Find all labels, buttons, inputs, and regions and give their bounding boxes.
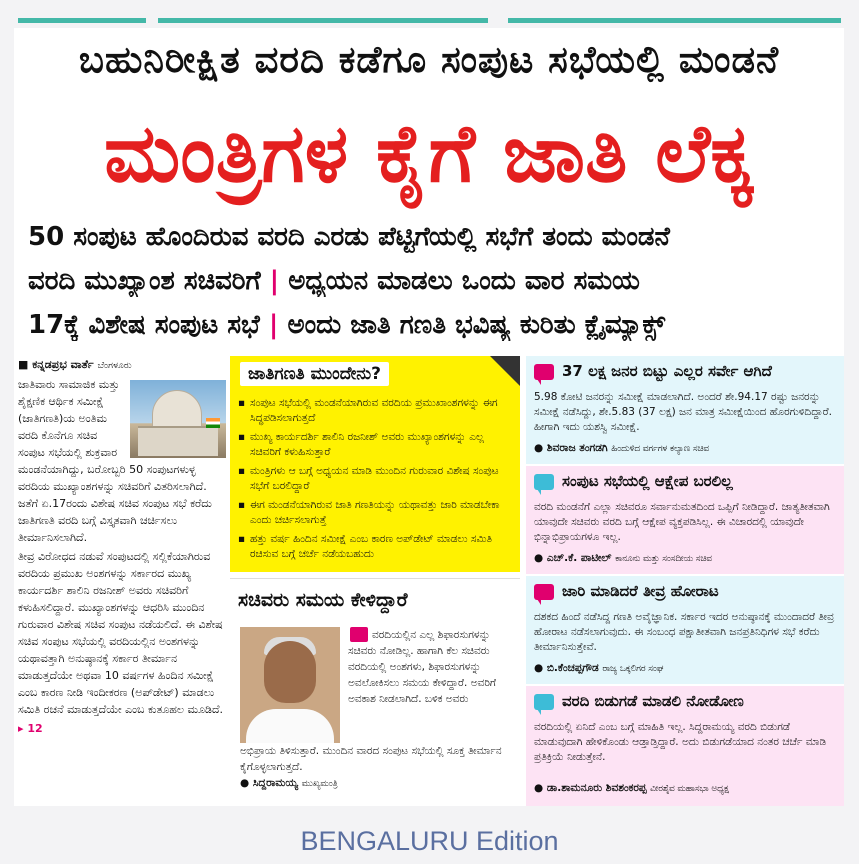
- deck-text: 50 ಸಂಪುಟ ಹೊಂದಿರುವ ವರದಿ ಎರಡು ಪೆಟ್ಟಿಗೆಯಲ್ಲಿ ಸಭೆಗೆ ತಂದು ಮಂಡನೆ: [28, 222, 670, 252]
- quote-title: ಜಾರಿ ಮಾಡಿದರೆ ತೀವ್ರ ಹೋರಾಟ: [562, 582, 719, 600]
- speech-bubble-icon: [534, 364, 554, 380]
- deck-text: 17ಕ್ಕೆ ವಿಶೇಷ ಸಂಪುಟ ಸಭೆ: [28, 310, 260, 340]
- quote-attribution: ● ಎಚ್.ಕೆ. ಪಾಟೀಲ್ ಕಾನೂನು ಮತ್ತು ಸಂಸದೀಯ ಸಚಿವ: [534, 552, 712, 564]
- quote-title: ಸಂಪುಟ ಸಭೆಯಲ್ಲಿ ಆಕ್ಷೇಪ ಬರಲಿಲ್ಲ: [562, 472, 733, 490]
- factbox-title: ಜಾತಿಗಣತಿ ಮುಂದೇನು?: [240, 362, 389, 386]
- cm-quote-text: ವರದಿಯಲ್ಲಿನ ಎಲ್ಲ ಶಿಫಾರಸುಗಳನ್ನು ಸಚಿವರು ನೋಡಿಲ್ಲ. ಹಾಗಾಗಿ ಕೆಲ ಸಚಿವರು ವರದಿಯಲ್ಲಿ ಅಂಶಗಳು, ಶಿಫಾರಸುಗಳನ್ನು ಅವಲೋಕಿಸಲು ಸಮಯ ಕೇಳಿದ್ದಾರೆ. ಅವರಿಗೆ ಅವಕಾಶ ನೀಡಲಾಗಿದೆ. ಬಳಿಕ ಅವರು: [348, 629, 497, 705]
- quote-text: 5.98 ಕೋಟಿ ಜನರನ್ನು ಸಮೀಕ್ಷೆ ಮಾಡಲಾಗಿದೆ. ಅಂದರೆ ಶೇ.94.17 ರಷ್ಟು ಜನರನ್ನು ಸಮೀಕ್ಷೆ ನಡೆಸಿದ್ದು, ಶೇ.5.83 (37 ಲಕ್ಷ) ಜನ ಮಾತ್ರ ಸಮೀಕ್ಷೆಯಿಂದ ಹೊರಗುಳಿದಿದ್ದಾರೆ. ಹೀಗಾಗಿ ಇದು ಯಶಸ್ವಿ ಸಮೀಕ್ಷೆ.: [534, 391, 832, 433]
- edition-label: BENGALURU Edition: [300, 826, 559, 856]
- quote-text: ವರದಿ ಮಂಡನೆಗೆ ಎಲ್ಲಾ ಸಚಿವರೂ ಸರ್ವಾನುಮತದಿಂದ ಒಪ್ಪಿಗೆ ನೀಡಿದ್ದಾರೆ. ಜಾತ್ಯತೀತವಾಗಿ ಯಾವುದೇ ಸಚಿವರು ವರದಿ ಬಗ್ಗೆ ಆಕ್ಷೇಪ ವ್ಯಕ್ತಪಡಿಸಿಲ್ಲ. ಈ ವಿಚಾರದಲ್ಲಿ ಯಾವುದೇ ಭಿನ್ನಾಭಿಪ್ರಾಯಗಳೂ ಇಲ್ಲ.: [534, 501, 830, 543]
- factbox-list: [238, 396, 512, 566]
- cm-quote-text-cont: [240, 743, 516, 792]
- quote-name: ಬಿ.ಕೆಂಚಪ್ಪಗೌಡ: [546, 662, 599, 674]
- quote-role: ಹಿಂದುಳಿದ ವರ್ಗಗಳ ಕಲ್ಯಾಣ ಸಚಿವ: [611, 444, 709, 454]
- article-body: [18, 356, 226, 804]
- factbox-item: ▪ ಸಂಪುಟ ಸಭೆಯಲ್ಲಿ ಮಂಡನೆಯಾಗಿರುವ ವರದಿಯ ಪ್ರಮುಖಾಂಶಗಳನ್ನು ಈಗ ಸಿದ್ಧಪಡಿಸಲಾಗುತ್ತದೆ: [238, 396, 512, 426]
- cm-quote-box: [230, 578, 520, 804]
- factbox-item: ▪ ಮುಖ್ಯ ಕಾರ್ಯದರ್ಶಿ ಶಾಲಿನಿ ರಜನೀಶ್ ಅವರು ಮುಖ್ಯಾಂಶಗಳನ್ನು ಎಲ್ಲ ಸಚಿವರಿಗೆ ಕಳುಹಿಸುತ್ತಾರೆ: [238, 430, 512, 460]
- cm-role: ಮುಖ್ಯಮಂತ್ರಿ: [301, 779, 338, 789]
- quote-attribution: ● ಶಿವರಾಜ ತಂಗಡಗಿ ಹಿಂದುಳಿದ ವರ್ಗಗಳ ಕಲ್ಯಾಣ ಸಚಿವ: [534, 442, 709, 454]
- deck-separator: |: [269, 266, 280, 296]
- quote-name: ಶಿವರಾಜ ತಂಗಡಗಿ: [546, 442, 608, 454]
- quote-box: [526, 356, 844, 464]
- speech-bubble-icon: [534, 584, 554, 600]
- quote-text: ದಶಕದ ಹಿಂದೆ ನಡೆಸಿದ್ದ ಗಣತಿ ಅವೈಜ್ಞಾನಿಕ. ಸರ್ಕಾರ ಇದರ ಅನುಷ್ಠಾನಕ್ಕೆ ಮುಂದಾದರೆ ತೀವ್ರ ಹೋರಾಟ ನಡೆಸಲಾಗುವುದು. ಈ ಸಂಬಂಧ ಪಕ್ಷಾತೀತವಾಗಿ ಜನಪ್ರತಿನಿಧಿಗಳ ಸಭೆ ಕರೆದು ತೀರ್ಮಾನಿಸುತ್ತೇವೆ.: [534, 611, 835, 653]
- dateline: ಬೆಂಗಳೂರು: [97, 360, 132, 371]
- continued-marker: ▸ 12: [18, 722, 43, 735]
- top-divider-bars: [18, 18, 841, 26]
- quote-attribution: ● ಡಾ.ಶಾಮನೂರು ಶಿವಶಂಕರಪ್ಪ ವೀರಶೈವ ಮಹಾಸಭಾ ಅಧ್ಯಕ್ಷ: [534, 782, 729, 794]
- cm-box-title: ಸಚಿವರು ಸಮಯ ಕೇಳಿದ್ದಾರೆ: [238, 589, 408, 611]
- cm-portrait-photo: [240, 627, 340, 743]
- quote-role: ವೀರಶೈವ ಮಹಾಸಭಾ ಅಧ್ಯಕ್ಷ: [650, 784, 729, 794]
- deck-line: [28, 266, 838, 297]
- deck-text: ಅಂದು ಜಾತಿ ಗಣತಿ ಭವಿಷ್ಯ ಕುರಿತು ಕ್ಲೈಮ್ಯಾಕ್ಸ್: [287, 310, 666, 340]
- quote-role: ರಾಜ್ಯ ಒಕ್ಕಲಿಗರ ಸಂಘ: [602, 664, 664, 674]
- byline-source: ಕನ್ನಡಪ್ರಭ ವಾರ್ತೆ: [32, 358, 94, 371]
- factbox-item: ▪ ಮಂತ್ರಿಗಳು ಆ ಬಗ್ಗೆ ಅಧ್ಯಯನ ಮಾಡಿ ಮುಂದಿನ ಗುರುವಾರ ವಿಶೇಷ ಸಂಪುಟ ಸಭೆಗೆ ಬರಲಿದ್ದಾರೆ: [238, 464, 512, 494]
- quote-title: ವರದಿ ಬಿಡುಗಡೆ ಮಾಡಲಿ ನೋಡೋಣ: [562, 692, 744, 710]
- cm-name: ಸಿದ್ದರಾಮಯ್ಯ: [252, 777, 299, 789]
- quote-box: [526, 576, 844, 684]
- quote-box: [526, 466, 844, 574]
- flag-icon: [206, 418, 220, 428]
- body-paragraph: ಜಾತಿವಾರು ಸಾಮಾಜಿಕ ಮತ್ತು ಶೈಕ್ಷಣಿಕ ಆರ್ಥಿಕ ಸಮೀಕ್ಷೆ (ಜಾತಿಗಣತಿ)ಯ ಅಂತಿಮ ವರದಿ ಕೊನೆಗೂ ಸಚಿವ ಸಂಪುಟ ಸಭೆಯಲ್ಲಿ ಶುಕ್ರವಾರ ಮಂಡನೆಯಾಗಿದ್ದು, ಬರೋಬ್ಬರಿ 50 ಸಂಪುಟಗಳುಳ್ಳ ವರದಿಯ ಮುಖ್ಯಾಂಶಗಳನ್ನು ಸಚಿವರಿಗೆ ವಿತರಿಸಲಾಗಿದೆ. ಜತೆಗೆ ಏ.17ರಂದು ವಿಶೇಷ ಸಚಿವ ಸಂಪುಟ ಸಭೆ ಕರೆದು ಜಾತಿಗಣತಿ ವರದಿ ಬಗ್ಗೆ ವಿಸ್ತೃತವಾಗಿ ಚರ್ಚಿಸಲು ತೀರ್ಮಾನಿಸಲಾಗಿದೆ.: [18, 378, 212, 544]
- quote-role: ಕಾನೂನು ಮತ್ತು ಸಂಸದೀಯ ಸಚಿವ: [615, 554, 712, 564]
- factbox-item: ▪ ಹತ್ತು ವರ್ಷ ಹಿಂದಿನ ಸಮೀಕ್ಷೆ ಎಂಬ ಕಾರಣ ಅಪ್‌ಡೇಟ್ ಮಾಡಲು ಸಮಿತಿ ರಚಿಸುವ ಬಗ್ಗೆ ಚರ್ಚೆ ನಡೆಯಬಹುದು: [238, 532, 512, 562]
- body-paragraph: ತೀವ್ರ ವಿರೋಧದ ನಡುವೆ ಸಂಪುಟದಲ್ಲಿ ಸಲ್ಲಿಕೆಯಾಗಿರುವ ವರದಿಯ ಪ್ರಮುಖ ಅಂಶಗಳನ್ನು ಸರ್ಕಾರದ ಮುಖ್ಯ ಕಾರ್ಯದರ್ಶಿ ಶಾಲಿನಿ ರಜನೀಶ್ ಅವರು ಸಚಿವರಿಗೆ ಕಳುಹಿಸಲಿದ್ದಾರೆ. ಮುಖ್ಯಾಂಶಗಳನ್ನು ಆಧರಿಸಿ ಮುಂದಿನ ಗುರುವಾರ ವಿಶೇಷ ಸಚಿವ ಸಂಪುಟ ನಡೆಯಲಿದೆ. ಈ ವಿಶೇಷ ಸಚಿವ ಸಂಪುಟ ಸಭೆಯಲ್ಲಿ ವರದಿಯಲ್ಲಿನ ಅಂಶಗಳನ್ನು ಯಥಾವತ್ತಾಗಿ ಅನುಷ್ಠಾನಕ್ಕೆ ಸರ್ಕಾರ ತೀರ್ಮಾನ ಮಾಡುತ್ತದೆಯೇ ಅಥವಾ 10 ವರ್ಷಗಳ ಹಿಂದಿನ ಸಮೀಕ್ಷೆ ಎಂಬ ಕಾರಣ ನೀಡಿ ಇಂದೀಕರಣ (ಅಪ್‌ಡೇಟ್) ಮಾಡಲು ಸಮಿತಿ ರಚನೆ ಮಾಡುತ್ತದೆಯೇ ಎಂಬ ಕುತೂಹಲ ಮೂಡಿದೆ.: [18, 550, 223, 716]
- cm-attribution: ● ಸಿದ್ದರಾಮಯ್ಯ ಮುಖ್ಯಮಂತ್ರಿ: [240, 777, 338, 789]
- byline: ■ ಕನ್ನಡಪ್ರಭ ವಾರ್ತೆ ಬೆಂಗಳೂರು: [18, 358, 132, 371]
- quote-name: ಡಾ.ಶಾಮನೂರು ಶಿವಶಂಕರಪ್ಪ: [546, 782, 647, 794]
- deck-separator: |: [268, 310, 279, 340]
- divider-bar: [18, 18, 146, 23]
- divider-bar: [508, 18, 841, 23]
- quote-box: [526, 686, 844, 806]
- kicker-headline: ಬಹುನಿರೀಕ್ಷಿತ ವರದಿ ಕಡೆಗೂ ಸಂಪುಟ ಸಭೆಯಲ್ಲಿ ಮಂಡನೆ: [78, 38, 780, 81]
- speech-bubble-icon: [534, 474, 554, 490]
- deck-text: ವರದಿ ಮುಖ್ಯಾಂಶ ಸಚಿವರಿಗೆ: [28, 266, 261, 296]
- page-fold-corner: [490, 356, 520, 386]
- deck-text: ಅಧ್ಯಯನ ಮಾಡಲು ಒಂದು ವಾರ ಸಮಯ: [288, 266, 640, 296]
- newspaper-page: [14, 28, 844, 806]
- divider-bar: [158, 18, 488, 23]
- quote-title: 37 ಲಕ್ಷ ಜನರ ಬಿಟ್ಟು ಎಲ್ಲರ ಸರ್ವೇ ಆಗಿದೆ: [562, 362, 772, 380]
- main-headline: ಮಂತ್ರಿಗಳ ಕೈಗೆ ಜಾತಿ ಲೆಕ್ಕ: [104, 107, 754, 200]
- deck-line: [28, 222, 838, 253]
- factbox-item: ▪ ಈಗ ಮಂಡನೆಯಾಗಿರುವ ಜಾತಿ ಗಣತಿಯನ್ನು ಯಥಾವತ್ತು ಜಾರಿ ಮಾಡಬೇಕಾ ಎಂದು ಚರ್ಚಿಸಲಾಗುತ್ತೆ: [238, 498, 512, 528]
- deck-line: [28, 310, 838, 341]
- vidhana-soudha-photo: [130, 380, 226, 458]
- cm-quote-text: ಅಭಿಪ್ರಾಯ ತಿಳಿಸುತ್ತಾರೆ. ಮುಂದಿನ ವಾರದ ಸಂಪುಟ ಸಭೆಯಲ್ಲಿ ಸೂಕ್ತ ತೀರ್ಮಾನ ಕೈಗೊಳ್ಳಲಾಗುತ್ತದೆ.: [240, 745, 502, 773]
- quote-name: ಎಚ್.ಕೆ. ಪಾಟೀಲ್: [546, 552, 612, 564]
- factbox: [230, 356, 520, 572]
- quote-attribution: ● ಬಿ.ಕೆಂಚಪ್ಪಗೌಡ ರಾಜ್ಯ ಒಕ್ಕಲಿಗರ ಸಂಘ: [534, 662, 664, 674]
- quote-text: ವರದಿಯಲ್ಲಿ ಏನಿದೆ ಎಂಬ ಬಗ್ಗೆ ಮಾಹಿತಿ ಇಲ್ಲ. ಸಿದ್ದರಾಮಯ್ಯ ವರದಿ ಬಿಡುಗಡೆ ಮಾಡುವುದಾಗಿ ಹೇಳಿಕೊಂಡು ಆಡ್ತಾಡ್ತಿದ್ದಾರೆ. ಅದು ಬಿಡುಗಡೆಯಾದ ನಂತರ ಚರ್ಚೆ ಮಾಡಿ ಪ್ರತಿಕ್ರಿಯೆ ನೀಡುತ್ತೇನೆ.: [534, 721, 827, 763]
- speech-bubble-icon: [534, 694, 554, 710]
